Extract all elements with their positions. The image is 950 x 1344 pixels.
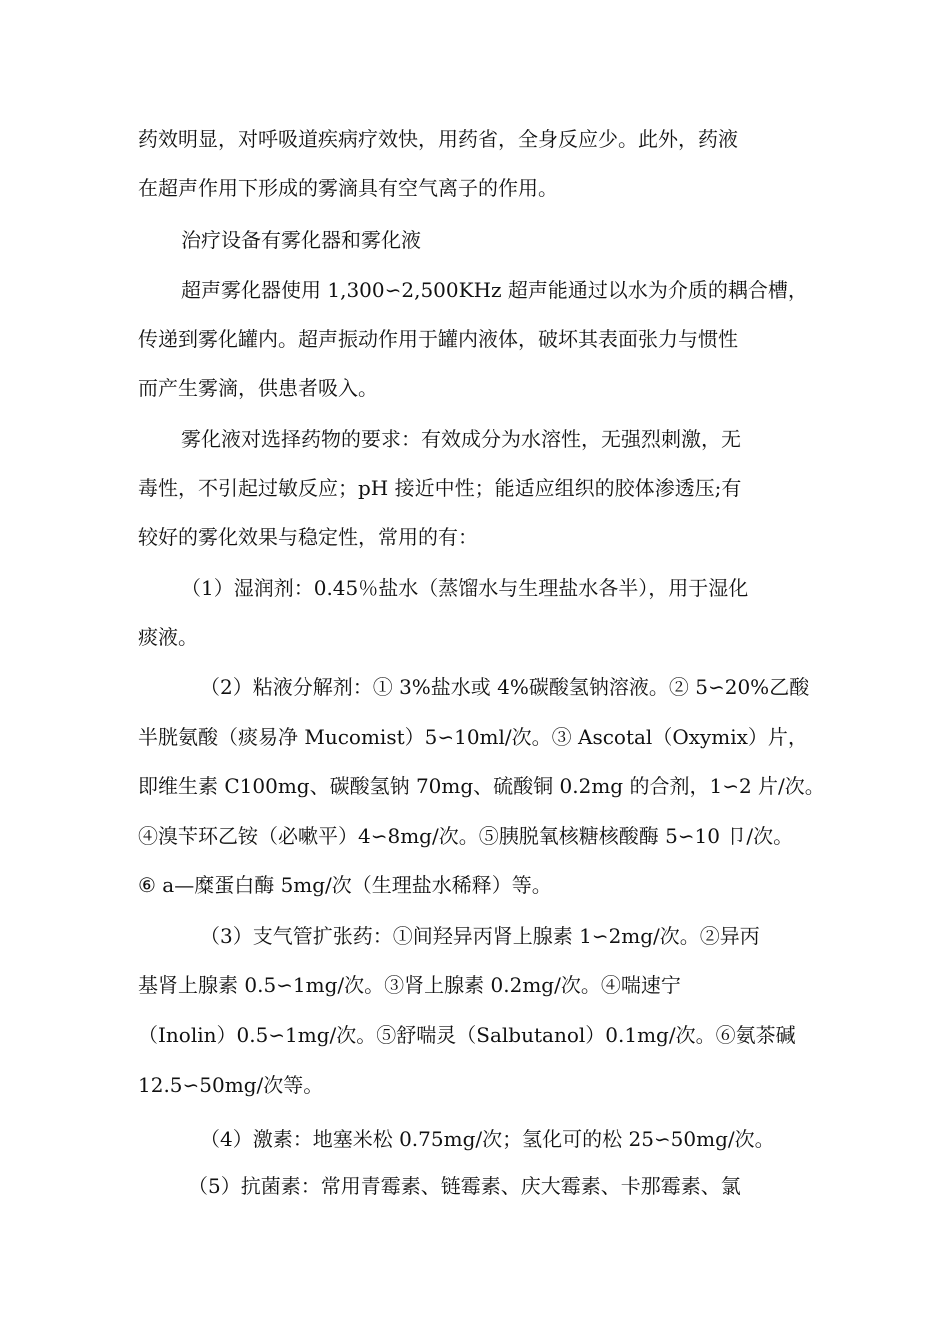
paragraph-line: 超声雾化器使用 1,300∽2,500KHz 超声能通过以水为介质的耦合槽，	[181, 278, 808, 302]
paragraph-line: 12.5∽50mg/次等。	[138, 1073, 324, 1097]
paragraph-line: 即维生素 C100mg、碳酸氢钠 70mg、硫酸铜 0.2mg 的合剂，1∽2 片/次。	[138, 774, 825, 798]
paragraph-line: 在超声作用下形成的雾滴具有空气离子的作用。	[138, 176, 558, 200]
paragraph-line: 治疗设备有雾化器和雾化液	[181, 228, 421, 252]
paragraph-line: 基肾上腺素 0.5∽1mg/次。③肾上腺素 0.2mg/次。④喘速宁	[138, 973, 681, 997]
paragraph-line: （Inolin）0.5∽1mg/次。⑤舒喘灵（Salbutanol）0.1mg/次。⑥氨茶碱	[138, 1023, 796, 1047]
paragraph-line: （2）粘液分解剂：① 3%盐水或 4%碳酸氢钠溶液。② 5∽20%乙酸	[200, 675, 810, 699]
paragraph-line: 半胱氨酸（痰易净 Mucomist）5∽10ml/次。③ Ascotal（Oxymix）片，	[138, 725, 808, 749]
paragraph-line: 药效明显，对呼吸道疾病疗效快，用药省，全身反应少。此外，药液	[138, 127, 738, 151]
paragraph-line: ④溴苄环乙铵（必嗽平）4∽8mg/次。⑤胰脱氧核糖核酸酶 5∽10 卩/次。	[138, 824, 794, 848]
paragraph-line: 毒性，不引起过敏反应；pH 接近中性；能适应组织的胶体渗透压;有	[138, 476, 742, 500]
paragraph-line: （4）激素：地塞米松 0.75mg/次；氢化可的松 25∽50mg/次。	[200, 1127, 775, 1151]
paragraph-line: ⑥ a—糜蛋白酶 5mg/次（生理盐水稀释）等。	[138, 873, 552, 897]
paragraph-line: 较好的雾化效果与稳定性，常用的有：	[138, 525, 478, 549]
paragraph-line: （5）抗菌素：常用青霉素、链霉素、庆大霉素、卡那霉素、氯	[188, 1174, 741, 1198]
paragraph-line: （1）湿润剂：0.45％盐水（蒸馏水与生理盐水各半），用于湿化	[181, 576, 749, 600]
paragraph-line: 痰液。	[138, 625, 198, 649]
paragraph-line: （3）支气管扩张药：①间羟异丙肾上腺素 1∽2mg/次。②异丙	[200, 924, 760, 948]
paragraph-line: 雾化液对选择药物的要求：有效成分为水溶性，无强烈刺激，无	[181, 427, 741, 451]
paragraph-line: 传递到雾化罐内。超声振动作用于罐内液体，破坏其表面张力与惯性	[138, 327, 738, 351]
paragraph-line: 而产生雾滴，供患者吸入。	[138, 376, 378, 400]
